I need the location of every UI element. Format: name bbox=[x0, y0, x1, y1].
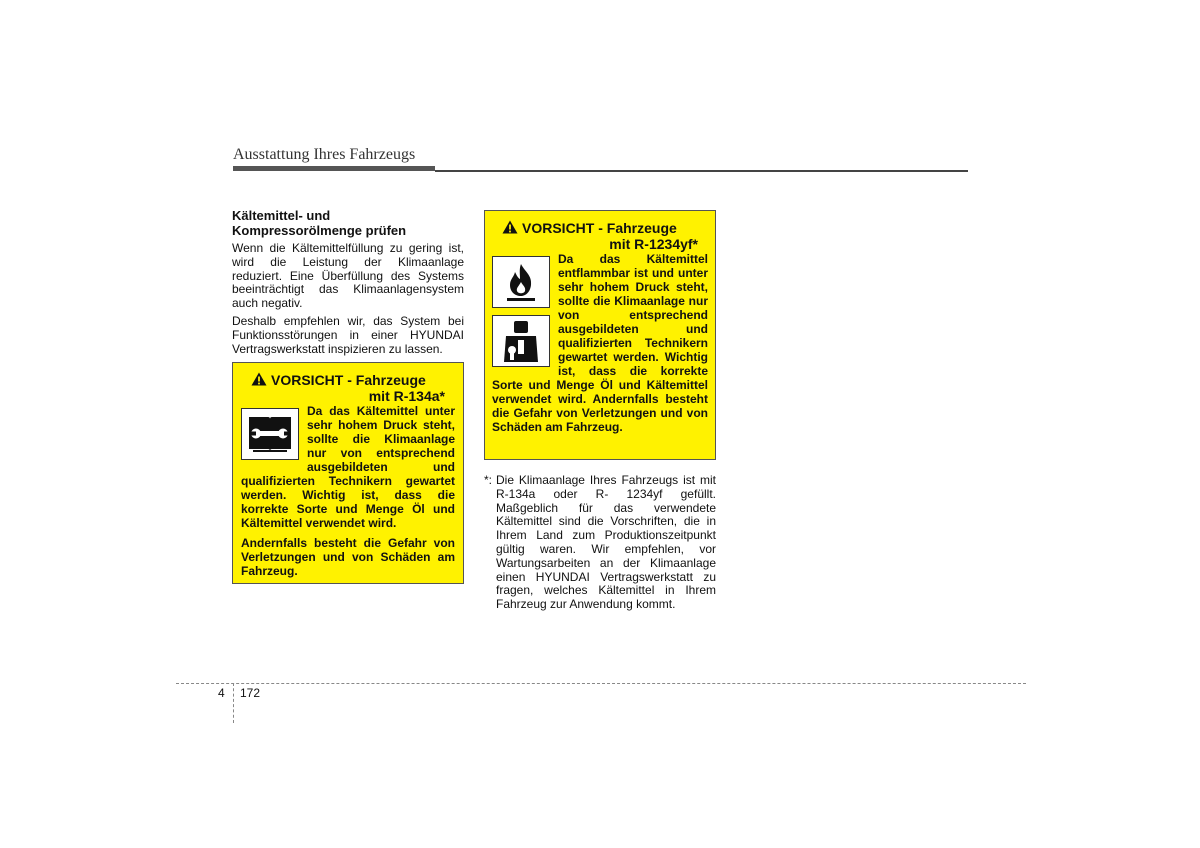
caution-body-text-2: Andernfalls besteht die Gefahr von Verletzungen und von Schäden am Fahrzeug. bbox=[241, 536, 455, 578]
caution-title-r134a bbox=[241, 372, 455, 404]
caution-box-r134a bbox=[232, 362, 464, 584]
page-number: 172 bbox=[240, 686, 261, 700]
caution-title-line2: mit R-134a* bbox=[368, 388, 445, 404]
footnote bbox=[484, 474, 716, 612]
manual-wrench-icon bbox=[241, 408, 299, 460]
caution-body-text: Da das Kältemittel entflammbar ist und unter sehr hohem Druck steht, sollte die Klimaanlage nur von entsprechend ausgebildeten und qualifizierten Technikern gewartet werden. Wichtig ist, dass die korrekte Sorte und Menge Öl und Kältemittel verwendet wird. Andernfalls besteht die Gefahr von Verletzungen und von Schäden am Fahrzeug. bbox=[492, 252, 708, 434]
section-heading-line1: Kältemittel- und bbox=[232, 208, 331, 223]
page-header-title: Ausstattung Ihres Fahrzeugs bbox=[233, 146, 416, 163]
caution-title-line2: mit R-1234yf* bbox=[609, 236, 698, 252]
caution-title-line1: VORSICHT - Fahrzeuge bbox=[522, 220, 677, 236]
warning-triangle-icon bbox=[251, 372, 267, 386]
section-heading bbox=[232, 208, 464, 238]
warning-triangle-icon bbox=[502, 220, 518, 234]
caution-body-text-1: Da das Kältemittel unter sehr hohem Druck steht, sollte die Klimaanlage nur von entsprechend ausgebildeten und qualifizierten Technikern gewartet werden. Wichtig ist, dass die korrekte Sorte und Menge Öl und Kältemittel verwendet wird. bbox=[241, 404, 455, 530]
footer-dashed-divider bbox=[233, 683, 234, 723]
header-rule-thick bbox=[233, 166, 435, 171]
caution-body-r134a bbox=[241, 404, 455, 578]
header-rule-thin bbox=[435, 170, 968, 172]
footnote-text: Die Klimaanlage Ihres Fahrzeugs ist mit R-134a oder R- 1234yf gefüllt. Maßgeblich für das verwendete Kältemittel sind die Vorschriften, die in Ihrem Land zum Produktionszeitpunkt gültig waren. Wir empfehlen, vor Wartungsarbeiten an der Klimaanlage einen HYUNDAI Vertragswerkstatt zu fragen, welches Kältemittel in Ihrem Fahrzeug zur Anwendung kommt. bbox=[496, 473, 716, 612]
section-heading-line2: Kompressorölmenge prüfen bbox=[232, 223, 407, 238]
caution-body-r1234yf bbox=[492, 252, 708, 434]
caution-box-r1234yf bbox=[484, 210, 716, 460]
technician-icon bbox=[492, 315, 550, 367]
chapter-number: 4 bbox=[218, 686, 225, 700]
footer-dashed-rule bbox=[176, 683, 1026, 684]
caution-title-r1234yf bbox=[492, 220, 708, 252]
intro-paragraph: Wenn die Kältemittelfüllung zu gering ist, wird die Leistung der Klimaanlage reduziert. Eine Überfüllung des Systems beeinträchtigt das Klimaanlagensystem auch negativ. bbox=[232, 241, 464, 311]
footnote-marker: *: bbox=[484, 473, 493, 487]
recommendation-paragraph: Deshalb empfehlen wir, das System bei Funktionsstörungen in einer HYUNDAI Vertragswerkstatt inspizieren zu lassen. bbox=[232, 313, 464, 356]
left-column bbox=[232, 208, 464, 360]
caution-title-line1: VORSICHT - Fahrzeuge bbox=[271, 372, 426, 388]
flammable-icon bbox=[492, 256, 550, 308]
